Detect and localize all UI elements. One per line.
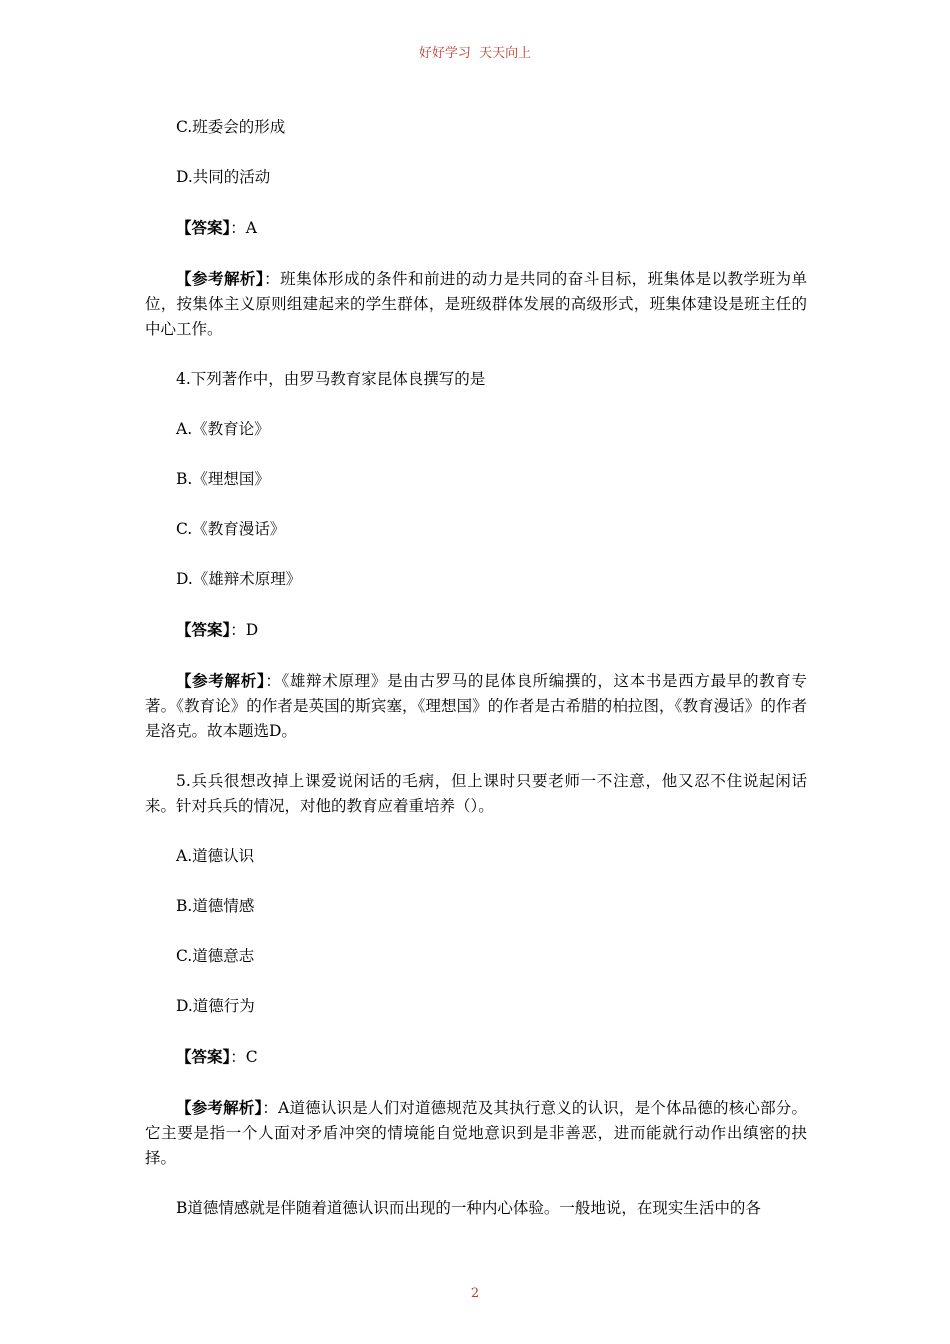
analysis-label: 【参考解析】 — [176, 1098, 263, 1117]
analysis-label: 【参考解析】 — [176, 269, 265, 288]
q5-option-a: A.道德认识 — [176, 847, 255, 865]
q3-analysis — [145, 266, 807, 342]
q4-option-c: C.《教育漫话》 — [176, 520, 286, 538]
q5-option-d: D.道德行为 — [176, 997, 255, 1015]
analysis-text: ：《雄辩术原理》是由古罗马的昆体良所编撰的，这本书是西方最早的教育专著。《教育论》的作者是英国的斯宾塞，《理想国》的作者是古希腊的柏拉图，《教育漫话》的作者是洛克。故本题选D。 — [145, 672, 807, 740]
q5-analysis-continuation: B道德情感就是伴随着道德认识而出现的一种内心体验。一般地说，在现实生活中的各 — [176, 1199, 761, 1217]
analysis-text: ：班集体形成的条件和前进的动力是共同的奋斗目标，班集体是以教学班为单位，按集体主义原则组建起来的学生群体，是班级群体发展的高级形式，班集体建设是班主任的中心工作。 — [145, 270, 807, 338]
q3-option-c: C.班委会的形成 — [176, 118, 286, 136]
q4-analysis — [145, 668, 807, 744]
q3-option-d: D.共同的活动 — [176, 168, 271, 186]
answer-label: 【答案】 — [176, 620, 231, 639]
analysis-label: 【参考解析】 — [176, 671, 266, 690]
q4-answer — [145, 617, 807, 643]
q5-option-c: C.道德意志 — [176, 947, 255, 965]
q5-option-b: B.道德情感 — [176, 897, 255, 915]
answer-label: 【答案】 — [176, 1047, 231, 1066]
answer-value: ：A — [230, 219, 257, 237]
answer-label: 【答案】 — [176, 218, 231, 237]
answer-value: ：C — [230, 1048, 258, 1066]
q5-stem: 5.兵兵很想改掉上课爱说闲话的毛病，但上课时只要老师一不注意，他又忍不住说起闲话来。针对兵兵的情况，对他的教育应着重培养（）。 — [145, 772, 807, 815]
q4-stem: 4.下列著作中，由罗马教育家昆体良撰写的是 — [176, 370, 486, 388]
q3-answer — [145, 215, 807, 241]
q5-answer — [145, 1044, 807, 1070]
page-header: 好好学习 天天向上 — [418, 46, 532, 61]
analysis-text: ：A道德认识是人们对道德规范及其执行意义的认识，是个体品德的核心部分。它主要是指一个人面对矛盾冲突的情境能自觉地意识到是非善恶，进而能就行动作出缜密的抉择。 — [145, 1099, 807, 1167]
q4-option-d: D.《雄辩术原理》 — [176, 570, 302, 588]
q5-analysis — [145, 1095, 807, 1171]
q4-option-a: A.《教育论》 — [176, 420, 270, 438]
page-number: 2 — [470, 1286, 480, 1301]
document-body — [145, 115, 807, 1246]
answer-value: ：D — [230, 621, 259, 639]
q4-option-b: B.《理想国》 — [176, 470, 270, 488]
